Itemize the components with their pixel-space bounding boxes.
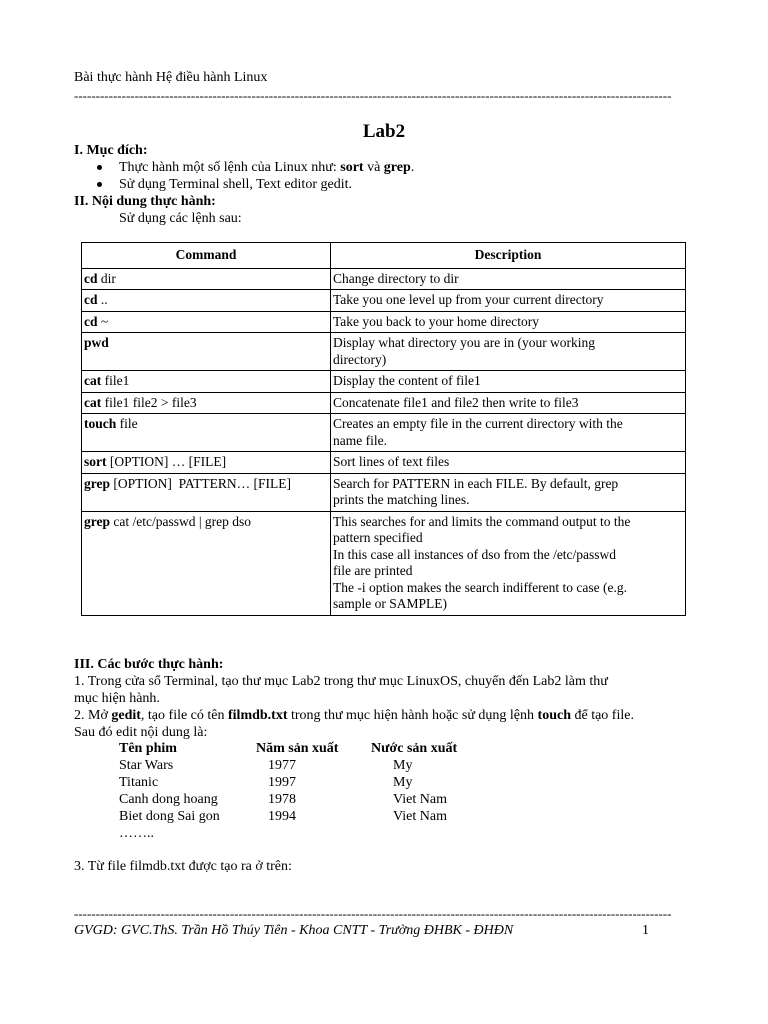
description-line: directory) bbox=[333, 351, 387, 367]
command-args: file1 bbox=[101, 373, 130, 388]
description-cell bbox=[331, 392, 686, 414]
header-rule: ------------------------------------------------------------------------------------------------------------------------------------------ bbox=[74, 88, 672, 103]
table-row bbox=[82, 290, 686, 312]
command-cell bbox=[82, 452, 331, 474]
bullet-item: Sử dụng Terminal shell, Text editor gedit. bbox=[95, 176, 414, 193]
table-row bbox=[82, 371, 686, 393]
description-cell bbox=[331, 452, 686, 474]
table-row bbox=[82, 392, 686, 414]
table-row bbox=[82, 511, 686, 615]
description-cell bbox=[331, 268, 686, 290]
page-header: Bài thực hành Hệ điều hành Linux bbox=[74, 70, 268, 85]
command-cell bbox=[82, 371, 331, 393]
command-cell bbox=[82, 333, 331, 371]
command-args: [OPTION] PATTERN… [FILE] bbox=[110, 475, 291, 491]
film-country: Viet Nam bbox=[393, 809, 447, 824]
command-name: cat bbox=[84, 394, 102, 410]
film-year: 1997 bbox=[268, 775, 296, 790]
film-country: Viet Nam bbox=[393, 792, 447, 807]
film-year: 1977 bbox=[268, 758, 296, 773]
command-name: grep bbox=[84, 513, 110, 529]
description-line: name file. bbox=[333, 432, 387, 448]
film-rows bbox=[119, 757, 447, 825]
film-name: Titanic bbox=[119, 775, 159, 790]
bullet-dot-icon bbox=[97, 165, 102, 170]
section-2-intro: Sử dụng các lệnh sau: bbox=[119, 211, 242, 226]
description-line: This searches for and limits the command output to the bbox=[333, 513, 631, 529]
command-cell bbox=[82, 511, 331, 615]
description-cell bbox=[331, 511, 686, 615]
command-cell bbox=[82, 290, 331, 312]
film-row bbox=[119, 757, 413, 774]
command-name: touch bbox=[84, 416, 117, 431]
film-row bbox=[119, 774, 413, 791]
footer-rule: ------------------------------------------------------------------------------------------------------------------------------------------ bbox=[74, 906, 672, 921]
film-year: 1978 bbox=[268, 792, 296, 807]
step-2-line-2: Sau đó edit nội dung là: bbox=[74, 725, 208, 740]
film-header-year: Năm sản xuất bbox=[256, 741, 339, 756]
description-line: Search for PATTERN in each FILE. By default, grep bbox=[333, 475, 619, 491]
command-cell bbox=[82, 473, 331, 511]
section-3-heading: III. Các bước thực hành: bbox=[74, 657, 224, 672]
section-1-heading: I. Mục đích: bbox=[74, 143, 148, 158]
film-name: Biet dong Sai gon bbox=[119, 809, 220, 824]
film-list bbox=[119, 740, 458, 842]
description-line: prints the matching lines. bbox=[333, 492, 470, 507]
description-line: Sort lines of text files bbox=[333, 454, 450, 469]
film-name: Star Wars bbox=[119, 758, 174, 773]
description-line: In this case all instances of dso from the /etc/passwd bbox=[333, 546, 617, 562]
film-header-name: Tên phim bbox=[119, 741, 177, 756]
table-header-row bbox=[82, 243, 686, 269]
command-args: file1 file2 > file3 bbox=[101, 394, 197, 410]
command-args: .. bbox=[97, 292, 108, 307]
step-1-line-2: mục hiện hành. bbox=[74, 691, 160, 706]
description-cell bbox=[331, 290, 686, 312]
command-name: sort bbox=[84, 454, 107, 469]
description-cell bbox=[331, 311, 686, 333]
command-name: grep bbox=[84, 475, 110, 491]
description-cell bbox=[331, 473, 686, 511]
description-line: sample or SAMPLE) bbox=[333, 596, 447, 611]
description-line: The -i option makes the search indifferent to case (e.g. bbox=[333, 579, 628, 595]
command-args: file bbox=[116, 416, 138, 431]
film-name: Canh dong hoang bbox=[119, 792, 218, 807]
command-args: ~ bbox=[97, 313, 109, 329]
step-1-line-1: 1. Trong cửa sổ Terminal, tạo thư mục Lab2 trong thư mục LinuxOS, chuyển đến Lab2 làm thư bbox=[74, 674, 608, 689]
table-row bbox=[82, 333, 686, 371]
command-cell bbox=[82, 268, 331, 290]
film-country: My bbox=[393, 758, 413, 773]
description-line: file are printed bbox=[333, 563, 413, 578]
description-line: Creates an empty file in the current directory with the bbox=[333, 416, 623, 431]
table-row bbox=[82, 268, 686, 290]
command-args: dir bbox=[97, 270, 116, 286]
page-number: 1 bbox=[642, 923, 649, 938]
description-line: Take you one level up from your current directory bbox=[333, 292, 604, 307]
film-row bbox=[119, 791, 447, 808]
description-line: Display what directory you are in (your working bbox=[333, 335, 596, 350]
section-2-heading: II. Nội dung thực hành: bbox=[74, 194, 216, 209]
document-title: Lab2 bbox=[362, 121, 406, 142]
description-cell bbox=[331, 333, 686, 371]
film-row bbox=[119, 808, 447, 825]
command-name: cd bbox=[84, 270, 98, 286]
command-args: [OPTION] … [FILE] bbox=[106, 454, 227, 469]
command-table bbox=[81, 242, 686, 616]
table-row bbox=[82, 473, 686, 511]
bullet-dot-icon bbox=[97, 182, 102, 187]
step-3-text: 3. Từ file filmdb.txt được tạo ra ở trên: bbox=[74, 859, 292, 874]
description-cell bbox=[331, 371, 686, 393]
section-1-bullets bbox=[95, 159, 414, 193]
description-line: Concatenate file1 and file2 then write to file3 bbox=[333, 394, 579, 410]
command-name: cat bbox=[84, 373, 102, 388]
description-line: Display the content of file1 bbox=[333, 373, 481, 388]
command-table-body bbox=[82, 268, 686, 615]
table-row bbox=[82, 311, 686, 333]
column-header-description: Description bbox=[331, 243, 686, 269]
description-line: Change directory to dir bbox=[333, 270, 459, 286]
command-cell bbox=[82, 311, 331, 333]
page-footer: GVGD: GVC.ThS. Trần Hồ Thúy Tiên - Khoa CNTT - Trường ĐHBK - ĐHĐN bbox=[74, 923, 514, 938]
bullet-item: Thực hành một số lệnh của Linux như: sort và grep. bbox=[95, 159, 414, 176]
command-name: cd bbox=[84, 313, 98, 329]
description-line: Take you back to your home directory bbox=[333, 313, 539, 329]
command-cell bbox=[82, 414, 331, 452]
film-list-header bbox=[119, 740, 458, 757]
description-cell bbox=[331, 414, 686, 452]
film-country: My bbox=[393, 775, 413, 790]
column-header-command: Command bbox=[82, 243, 331, 269]
film-header-country: Nước sản xuất bbox=[371, 741, 458, 756]
film-list-ellipsis: …….. bbox=[119, 826, 154, 841]
table-row bbox=[82, 414, 686, 452]
command-args: cat /etc/passwd | grep dso bbox=[110, 513, 252, 529]
step-2-line-1: 2. Mở gedit, tạo file có tên filmdb.txt trong thư mục hiện hành hoặc sử dụng lệnh touch để tạo file. bbox=[74, 708, 634, 723]
table-row bbox=[82, 452, 686, 474]
film-year: 1994 bbox=[268, 809, 296, 824]
command-cell bbox=[82, 392, 331, 414]
command-name: pwd bbox=[84, 335, 109, 350]
description-line: pattern specified bbox=[333, 530, 423, 545]
command-name: cd bbox=[84, 292, 98, 307]
